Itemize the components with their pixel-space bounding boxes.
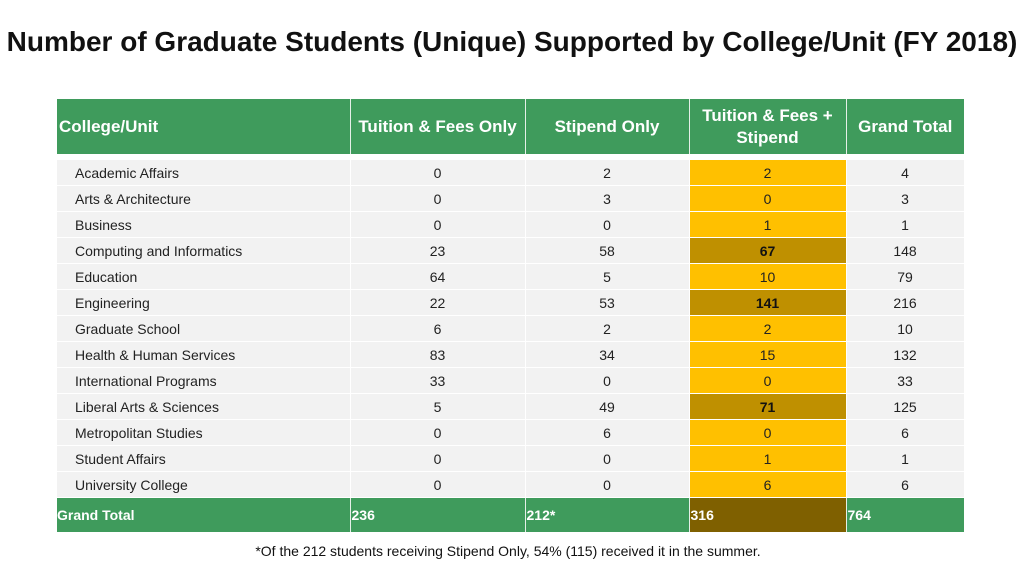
row-grand-total: 79 (846, 264, 964, 290)
table-row (57, 186, 964, 212)
table-row (57, 446, 964, 472)
row-tuition-fees-stipend: 15 (689, 342, 846, 368)
row-college-unit: Student Affairs (57, 446, 350, 472)
row-college-unit: University College (57, 472, 350, 498)
row-stipend-only: 58 (525, 238, 689, 264)
row-grand-total: 4 (846, 160, 964, 186)
row-tuition-fees-only: 0 (350, 472, 525, 498)
row-tuition-fees-only: 33 (350, 368, 525, 394)
grand-total-tuition-fees-stipend: 316 (689, 498, 846, 533)
table-header-row (57, 99, 964, 154)
row-tuition-fees-stipend: 1 (689, 212, 846, 238)
row-grand-total: 148 (846, 238, 964, 264)
grand-total-stipend: 212* (525, 498, 689, 533)
row-tuition-fees-stipend: 0 (689, 420, 846, 446)
grand-total-tuition-fees: 236 (350, 498, 525, 533)
table-row (57, 264, 964, 290)
row-tuition-fees-stipend: 10 (689, 264, 846, 290)
row-stipend-only: 2 (525, 316, 689, 342)
table-row (57, 238, 964, 264)
table-row (57, 420, 964, 446)
row-stipend-only: 6 (525, 420, 689, 446)
header-tuition-fees-only: Tuition & Fees Only (350, 99, 525, 154)
row-stipend-only: 5 (525, 264, 689, 290)
row-tuition-fees-only: 0 (350, 186, 525, 212)
table-row (57, 212, 964, 238)
row-stipend-only: 34 (525, 342, 689, 368)
row-college-unit: Arts & Architecture (57, 186, 350, 212)
row-stipend-only: 49 (525, 394, 689, 420)
grand-total-row (57, 498, 964, 533)
row-grand-total: 33 (846, 368, 964, 394)
table-row (57, 342, 964, 368)
header-tuition-fees-stipend: Tuition & Fees + Stipend (689, 99, 846, 154)
row-college-unit: Liberal Arts & Sciences (57, 394, 350, 420)
page-title: Number of Graduate Students (Unique) Supported by College/Unit (FY 2018) (6, 26, 1018, 57)
row-stipend-only: 53 (525, 290, 689, 316)
footnote: *Of the 212 students receiving Stipend Only, 54% (115) received it in the summer. (255, 543, 761, 559)
table-row (57, 394, 964, 420)
row-tuition-fees-only: 23 (350, 238, 525, 264)
row-college-unit: Business (57, 212, 350, 238)
row-tuition-fees-only: 5 (350, 394, 525, 420)
row-grand-total: 6 (846, 420, 964, 446)
row-college-unit: Graduate School (57, 316, 350, 342)
row-tuition-fees-only: 0 (350, 446, 525, 472)
table-row (57, 160, 964, 186)
row-stipend-only: 0 (525, 472, 689, 498)
grand-total-label: Grand Total (57, 498, 350, 533)
row-college-unit: Engineering (57, 290, 350, 316)
row-tuition-fees-stipend: 2 (689, 160, 846, 186)
row-tuition-fees-stipend: 141 (689, 290, 846, 316)
row-tuition-fees-stipend: 67 (689, 238, 846, 264)
grand-total-overall: 764 (846, 498, 964, 533)
header-college-unit: College/Unit (57, 99, 350, 154)
row-tuition-fees-only: 0 (350, 420, 525, 446)
row-stipend-only: 0 (525, 368, 689, 394)
row-college-unit: Education (57, 264, 350, 290)
row-grand-total: 125 (846, 394, 964, 420)
row-stipend-only: 2 (525, 160, 689, 186)
row-college-unit: Computing and Informatics (57, 238, 350, 264)
row-tuition-fees-stipend: 0 (689, 186, 846, 212)
row-college-unit: Academic Affairs (57, 160, 350, 186)
row-grand-total: 10 (846, 316, 964, 342)
row-grand-total: 132 (846, 342, 964, 368)
row-college-unit: Metropolitan Studies (57, 420, 350, 446)
row-tuition-fees-only: 83 (350, 342, 525, 368)
table-row (57, 472, 964, 498)
row-tuition-fees-stipend: 71 (689, 394, 846, 420)
row-tuition-fees-only: 0 (350, 212, 525, 238)
row-college-unit: Health & Human Services (57, 342, 350, 368)
row-college-unit: International Programs (57, 368, 350, 394)
row-tuition-fees-only: 6 (350, 316, 525, 342)
row-grand-total: 6 (846, 472, 964, 498)
row-tuition-fees-stipend: 0 (689, 368, 846, 394)
row-tuition-fees-stipend: 2 (689, 316, 846, 342)
header-grand-total: Grand Total (846, 99, 964, 154)
row-tuition-fees-only: 22 (350, 290, 525, 316)
row-grand-total: 216 (846, 290, 964, 316)
row-grand-total: 1 (846, 446, 964, 472)
row-tuition-fees-only: 64 (350, 264, 525, 290)
row-grand-total: 3 (846, 186, 964, 212)
table-row (57, 290, 964, 316)
row-stipend-only: 0 (525, 212, 689, 238)
header-stipend-only: Stipend Only (525, 99, 689, 154)
row-stipend-only: 3 (525, 186, 689, 212)
row-tuition-fees-stipend: 1 (689, 446, 846, 472)
row-grand-total: 1 (846, 212, 964, 238)
row-tuition-fees-only: 0 (350, 160, 525, 186)
row-stipend-only: 0 (525, 446, 689, 472)
table-row (57, 368, 964, 394)
row-tuition-fees-stipend: 6 (689, 472, 846, 498)
table-row (57, 316, 964, 342)
graduate-support-table (57, 99, 965, 532)
